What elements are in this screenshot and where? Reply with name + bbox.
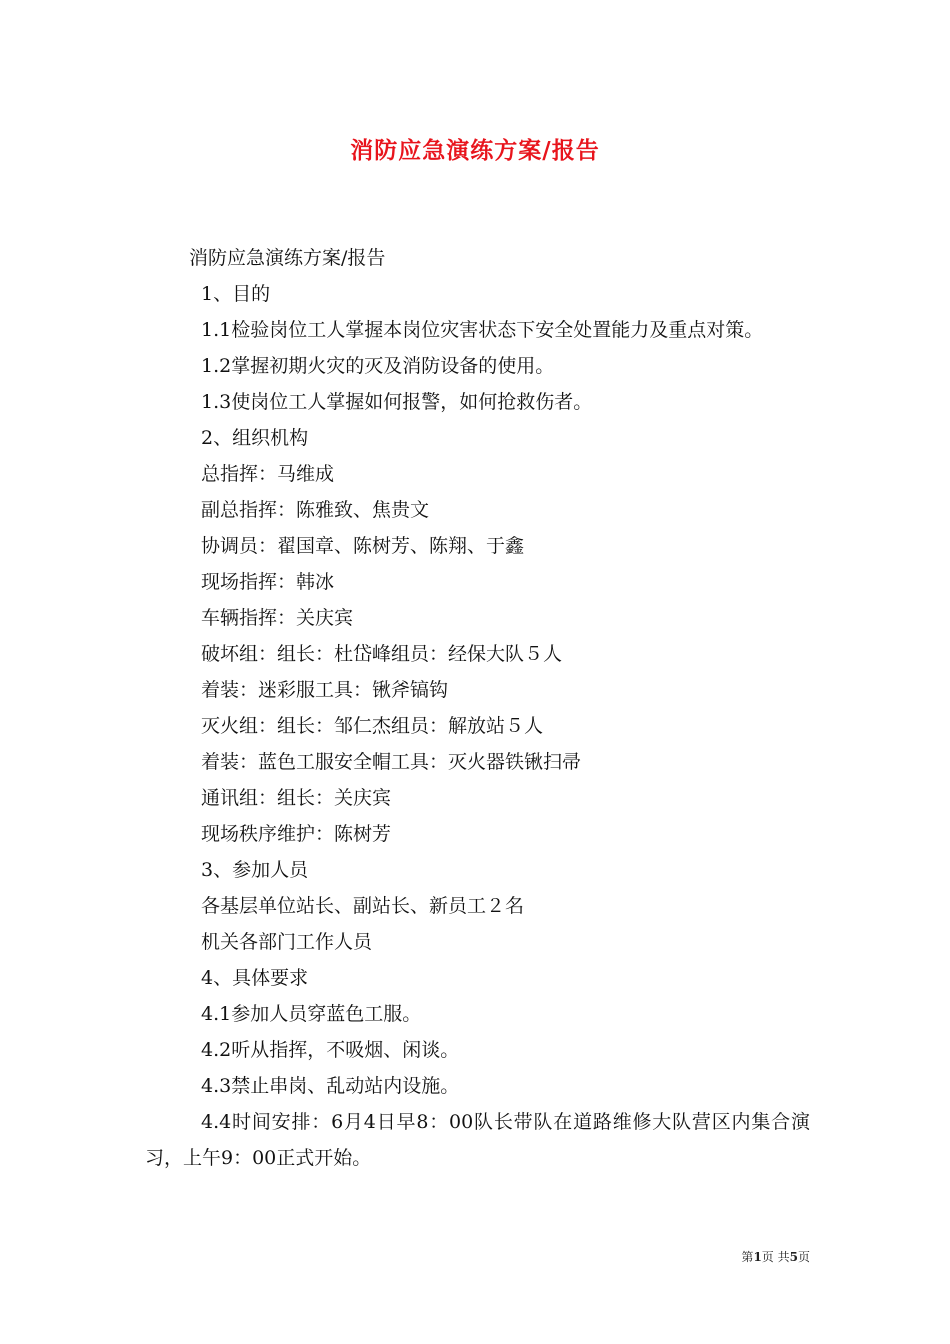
footer-prefix: 第 (741, 1250, 754, 1264)
list-item: 破坏组：组长：杜岱峰组员：经保大队５人 (201, 643, 563, 665)
list-item: 机关各部门工作人员 (201, 931, 373, 953)
document-title: 消防应急演练方案/报告 (350, 137, 600, 164)
paragraph-4-2: 4.2听从指挥，不吸烟、闲谈。 (201, 1039, 460, 1061)
section-heading-organization: 2、组织机构 (201, 427, 309, 449)
section-heading-participants: 3、参加人员 (201, 859, 309, 881)
paragraph-1-3: 1.3使岗位工人掌握如何报警，如何抢救伤者。 (201, 391, 593, 413)
paragraph-4-3: 4.3禁止串岗、乱动站内设施。 (201, 1075, 460, 1097)
footer-total-pages: 5 (789, 1250, 798, 1264)
section-heading-purpose: 1、目的 (201, 283, 271, 305)
paragraph-4-4: 4.4时间安排：6月4日早8：00队长带队在道路维修大队营区内集合演习，上午9：00正式开始。 (145, 1111, 810, 1169)
list-item: 副总指挥：陈雅致、焦贵文 (201, 499, 430, 521)
footer-middle: 页 共 (761, 1250, 790, 1264)
paragraph-1-1: 1.1检验岗位工人掌握本岗位灾害状态下安全处置能力及重点对策。 (201, 319, 764, 341)
footer-suffix: 页 (797, 1250, 810, 1264)
list-item: 现场指挥：韩冰 (201, 571, 335, 593)
document-body (145, 240, 810, 1176)
list-item: 通讯组：组长：关庆宾 (201, 787, 392, 809)
list-item: 着装：蓝色工服安全帽工具：灭火器铁锹扫帚 (201, 751, 582, 773)
list-item: 现场秩序维护：陈树芳 (201, 823, 392, 845)
list-item: 总指挥：马维成 (201, 463, 335, 485)
page-footer (700, 1248, 810, 1265)
list-item: 协调员：翟国章、陈树芳、陈翔、于鑫 (201, 535, 525, 557)
list-item: 着装：迷彩服工具：锹斧镐钩 (201, 679, 449, 701)
footer-page-number: 1 (753, 1250, 762, 1264)
paragraph-4-1: 4.1参加人员穿蓝色工服。 (201, 1003, 422, 1025)
body-heading: 消防应急演练方案/报告 (189, 247, 386, 269)
section-heading-requirements: 4、具体要求 (201, 967, 309, 989)
paragraph-1-2: 1.2掌握初期火灾的灭及消防设备的使用。 (201, 355, 555, 377)
list-item: 各基层单位站长、副站长、新员工２名 (201, 895, 525, 917)
list-item: 车辆指挥：关庆宾 (201, 607, 354, 629)
list-item: 灭火组：组长：邹仁杰组员：解放站５人 (201, 715, 544, 737)
